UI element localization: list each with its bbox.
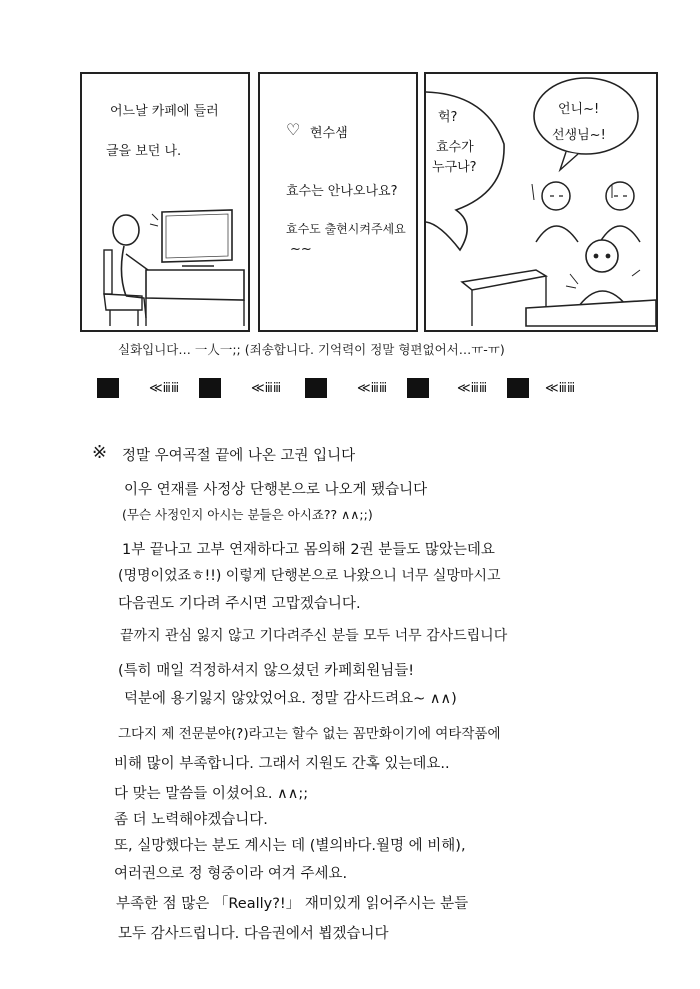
fish-bone-icon: ≪ⅲⅲ — [251, 381, 282, 396]
note-line: 다 맞는 말씀들 이셨어요. ∧∧;; — [114, 786, 309, 802]
comic-caption: 실화입니다… 一人一;; (죄송합니다. 기억력이 정말 형편없어서…ㅠ-ㅠ) — [118, 342, 505, 357]
fish-bone-icon: ≪ⅲⅲ — [357, 381, 388, 396]
note-line: 또, 실망했다는 분도 계시는 데 (별의바다.월명 에 비해), — [114, 838, 466, 854]
panel1-text-line2: 글을 보던 나. — [106, 144, 182, 159]
note-line: 끝까지 관심 잃지 않고 기다려주신 분들 모두 너무 감사드립니다 — [120, 628, 508, 644]
note-line: 다음권도 기다려 주시면 고맙겠습니다. — [118, 596, 361, 612]
comic-panel-3 — [424, 72, 658, 332]
panel1-text-line1: 어느날 카페에 들러 — [110, 104, 219, 119]
note-line: (명명이었죠ㅎ!!) 이렇게 단행본으로 나왔으니 너무 실망마시고 — [118, 568, 501, 584]
note-line: 그다지 제 전문분야(?)라고는 할수 없는 꼼만화이기에 여타작품에 — [118, 726, 501, 742]
comic-panel-2 — [258, 72, 418, 332]
fish-bone-icon: ≪ⅲⅲ — [457, 381, 488, 396]
note-line: 모두 감사드립니다. 다음권에서 뵙겠습니다 — [118, 926, 389, 942]
fish-bone-icon: ≪ⅲⅲ — [545, 381, 576, 396]
fish-bone-icon: ≪ⅲⅲ — [149, 381, 180, 396]
black-square-icon — [305, 378, 327, 398]
heart-icon: ♡ — [286, 120, 301, 139]
note-line: 좀 더 노력해야겠습니다. — [114, 812, 268, 828]
note-line: 덕분에 용기잃지 않았었어요. 정말 감사드려요~ ∧∧) — [124, 691, 457, 707]
black-square-icon — [407, 378, 429, 398]
note-line: 1부 끝나고 고부 연재하다고 몸의해 2권 분들도 많았는데요 — [122, 542, 495, 558]
speech-left-line2: 효수가 — [436, 140, 474, 155]
person-at-computer-drawing — [82, 74, 248, 330]
note-line: (특히 매일 걱정하셔지 않으셨던 카페회원님들! — [118, 663, 415, 679]
note-line: 이우 연재를 사정상 단행본으로 나오게 됐습니다 — [124, 482, 428, 498]
decorative-divider-row — [95, 378, 615, 406]
speech-left-line1: 헉? — [438, 110, 458, 125]
note-line: 비해 많이 부족합니다. 그래서 지원도 간혹 있는데요.. — [114, 756, 450, 772]
note-line: 정말 우여곡절 끝에 나온 고권 입니다 — [122, 448, 356, 464]
note-line: 부족한 점 많은 「Really?!」 재미있게 읽어주시는 분들 — [116, 896, 469, 912]
panel2-text-line2: 효수도 출현시켜주세요 — [286, 222, 406, 236]
speech-left-line3: 누구나? — [432, 160, 477, 175]
speech-right-line2: 선생님~! — [552, 128, 606, 143]
speech-right-line1: 언니~! — [558, 102, 600, 117]
note-line: (무슨 사정인지 아시는 분들은 아시죠?? ∧∧;;) — [122, 507, 373, 522]
note-line: 여러권으로 정 형중이라 여겨 주세요. — [114, 866, 348, 882]
black-square-icon — [97, 378, 119, 398]
classroom-scene-drawing — [426, 74, 656, 330]
black-square-icon — [507, 378, 529, 398]
panel2-text-line1: 효수는 안나오나요? — [286, 184, 398, 199]
panel2-name: 현수샘 — [310, 126, 348, 141]
note-bullet-icon: ※ — [92, 442, 108, 463]
comic-panel-1 — [80, 72, 250, 332]
panel2-squiggle: ~~ — [290, 242, 312, 257]
black-square-icon — [199, 378, 221, 398]
